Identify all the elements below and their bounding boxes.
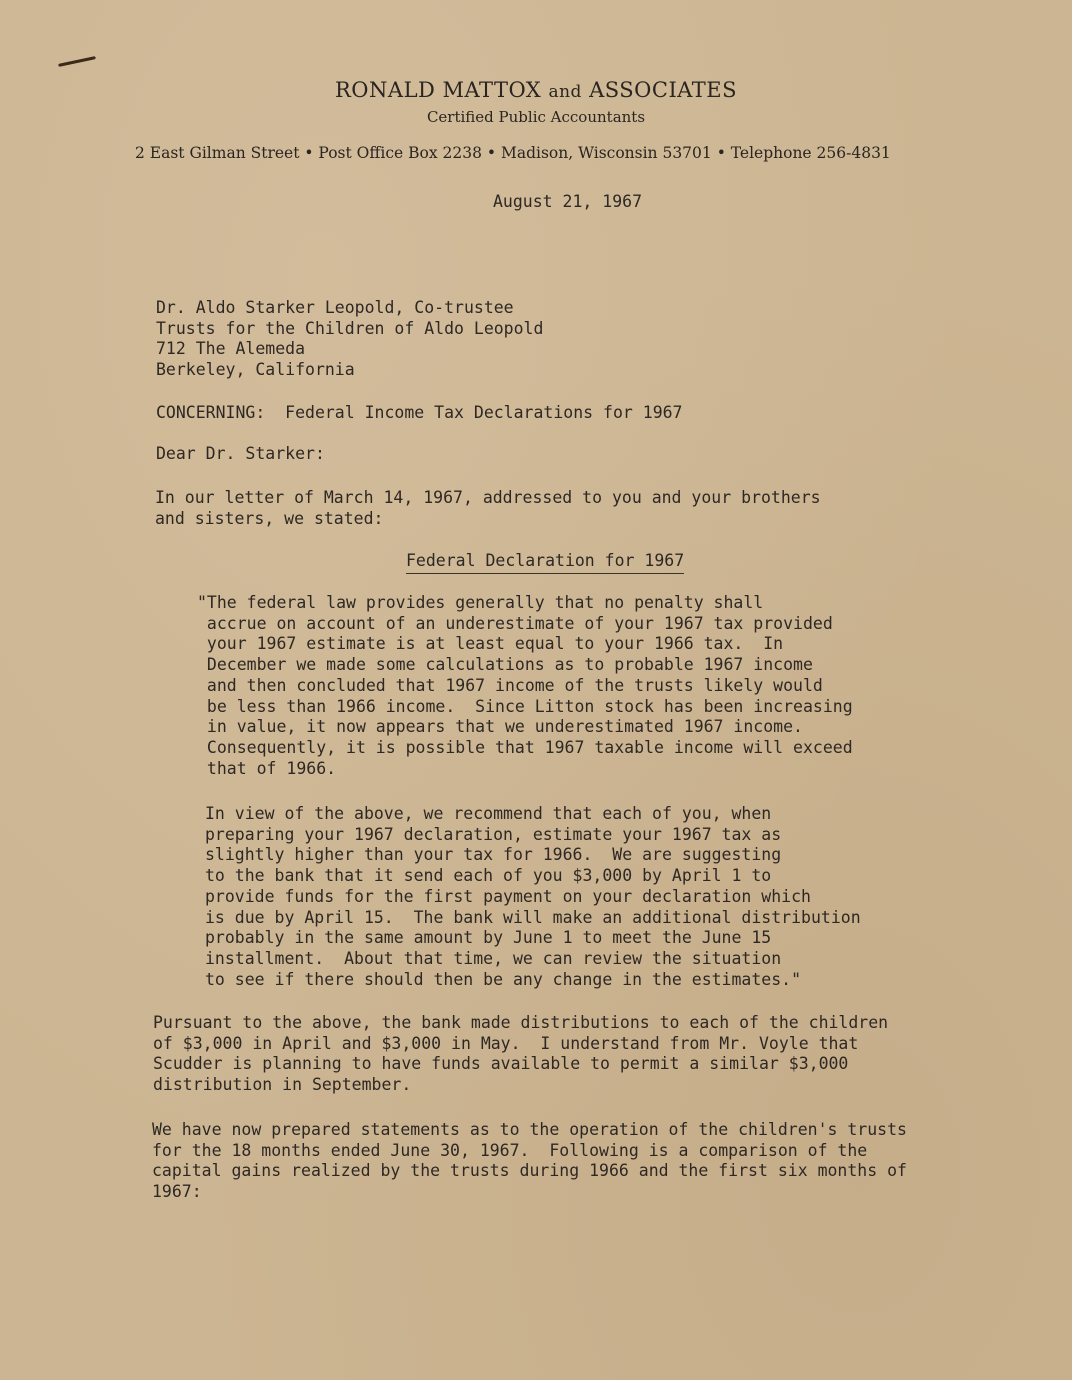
paragraph-line: for the 18 months ended June 30, 1967. Following is a comparison of the	[152, 1140, 868, 1160]
paragraph-line: "The federal law provides generally that no penalty shall	[197, 593, 764, 612]
paragraph-line: We have now prepared statements as to the operation of the children's trusts	[152, 1120, 907, 1139]
intro-paragraph	[155, 488, 821, 529]
paragraph-line: Pursuant to the above, the bank made distributions to each of the children	[153, 1013, 889, 1032]
letter-date: August 21, 1967	[493, 192, 643, 211]
paragraph-line: 1967:	[152, 1182, 202, 1202]
paragraph-line: be less than 1966 income. Since Litton stock has been increasing	[197, 696, 853, 716]
pen-mark	[58, 56, 96, 67]
paragraph-line: In view of the above, we recommend that each of you, when	[205, 804, 772, 823]
addressee-line: Dr. Aldo Starker Leopold, Co-trustee	[156, 298, 514, 317]
paragraph-line: and sisters, we stated:	[155, 508, 384, 528]
addressee-line: Berkeley, California	[156, 360, 355, 380]
paragraph-line: slightly higher than your tax for 1966. We are suggesting	[205, 845, 782, 865]
paragraph-line: your 1967 estimate is at least equal to your 1966 tax. In	[197, 634, 784, 654]
paragraph-line: Scudder is planning to have funds available to permit a similar $3,000	[153, 1054, 849, 1074]
comparison-paragraph	[152, 1120, 907, 1203]
paragraph-line: installment. About that time, we can review the situation	[205, 948, 782, 968]
quoted-heading: Federal Declaration for 1967	[406, 551, 684, 574]
paragraph-line: to the bank that it send each of you $3,000 by April 1 to	[205, 866, 772, 886]
firm-subtitle: Certified Public Accountants	[426, 108, 646, 126]
paragraph-line: to see if there should then be any change in the estimates."	[205, 969, 802, 989]
concerning-line: CONCERNING: Federal Income Tax Declarations for 1967	[156, 403, 683, 422]
quote-paragraph-1	[197, 593, 853, 779]
paragraph-line: preparing your 1967 declaration, estimate your 1967 tax as	[205, 824, 782, 844]
salutation: Dear Dr. Starker:	[156, 444, 325, 463]
addressee-line: 712 The Alemeda	[156, 339, 306, 359]
paragraph-line: and then concluded that 1967 income of the trusts likely would	[197, 675, 823, 695]
paragraph-line: Consequently, it is possible that 1967 taxable income will exceed	[197, 737, 853, 757]
firm-name-and: and	[548, 82, 582, 102]
firm-name	[0, 78, 1072, 102]
firm-address: 2 East Gilman Street • Post Office Box 2238 • Madison, Wisconsin 53701 • Telephone 256-4831	[135, 144, 891, 162]
paragraph-line: distribution in September.	[153, 1075, 412, 1095]
paragraph-line: In our letter of March 14, 1967, addressed to you and your brothers	[155, 488, 821, 507]
paragraph-line: December we made some calculations as to probable 1967 income	[197, 655, 813, 675]
paragraph-line: capital gains realized by the trusts during 1966 and the first six months of	[152, 1161, 907, 1181]
quote-paragraph-2	[205, 804, 861, 990]
addressee-line: Trusts for the Children of Aldo Leopold	[156, 318, 544, 338]
paragraph-line: in value, it now appears that we underestimated 1967 income.	[197, 717, 803, 737]
firm-name-part1: RONALD MATTOX	[335, 78, 542, 102]
paragraph-line: that of 1966.	[197, 758, 337, 778]
paragraph-line: probably in the same amount by June 1 to meet the June 15	[205, 928, 772, 948]
paragraph-line: of $3,000 in April and $3,000 in May. I understand from Mr. Voyle that	[153, 1033, 859, 1053]
pursuant-paragraph	[153, 1013, 888, 1096]
paragraph-line: is due by April 15. The bank will make an additional distribution	[205, 907, 861, 927]
addressee-block	[156, 298, 543, 381]
paragraph-line: provide funds for the first payment on your declaration which	[205, 886, 811, 906]
paragraph-line: accrue on account of an underestimate of your 1967 tax provided	[197, 613, 833, 633]
firm-name-part2: ASSOCIATES	[589, 78, 737, 102]
